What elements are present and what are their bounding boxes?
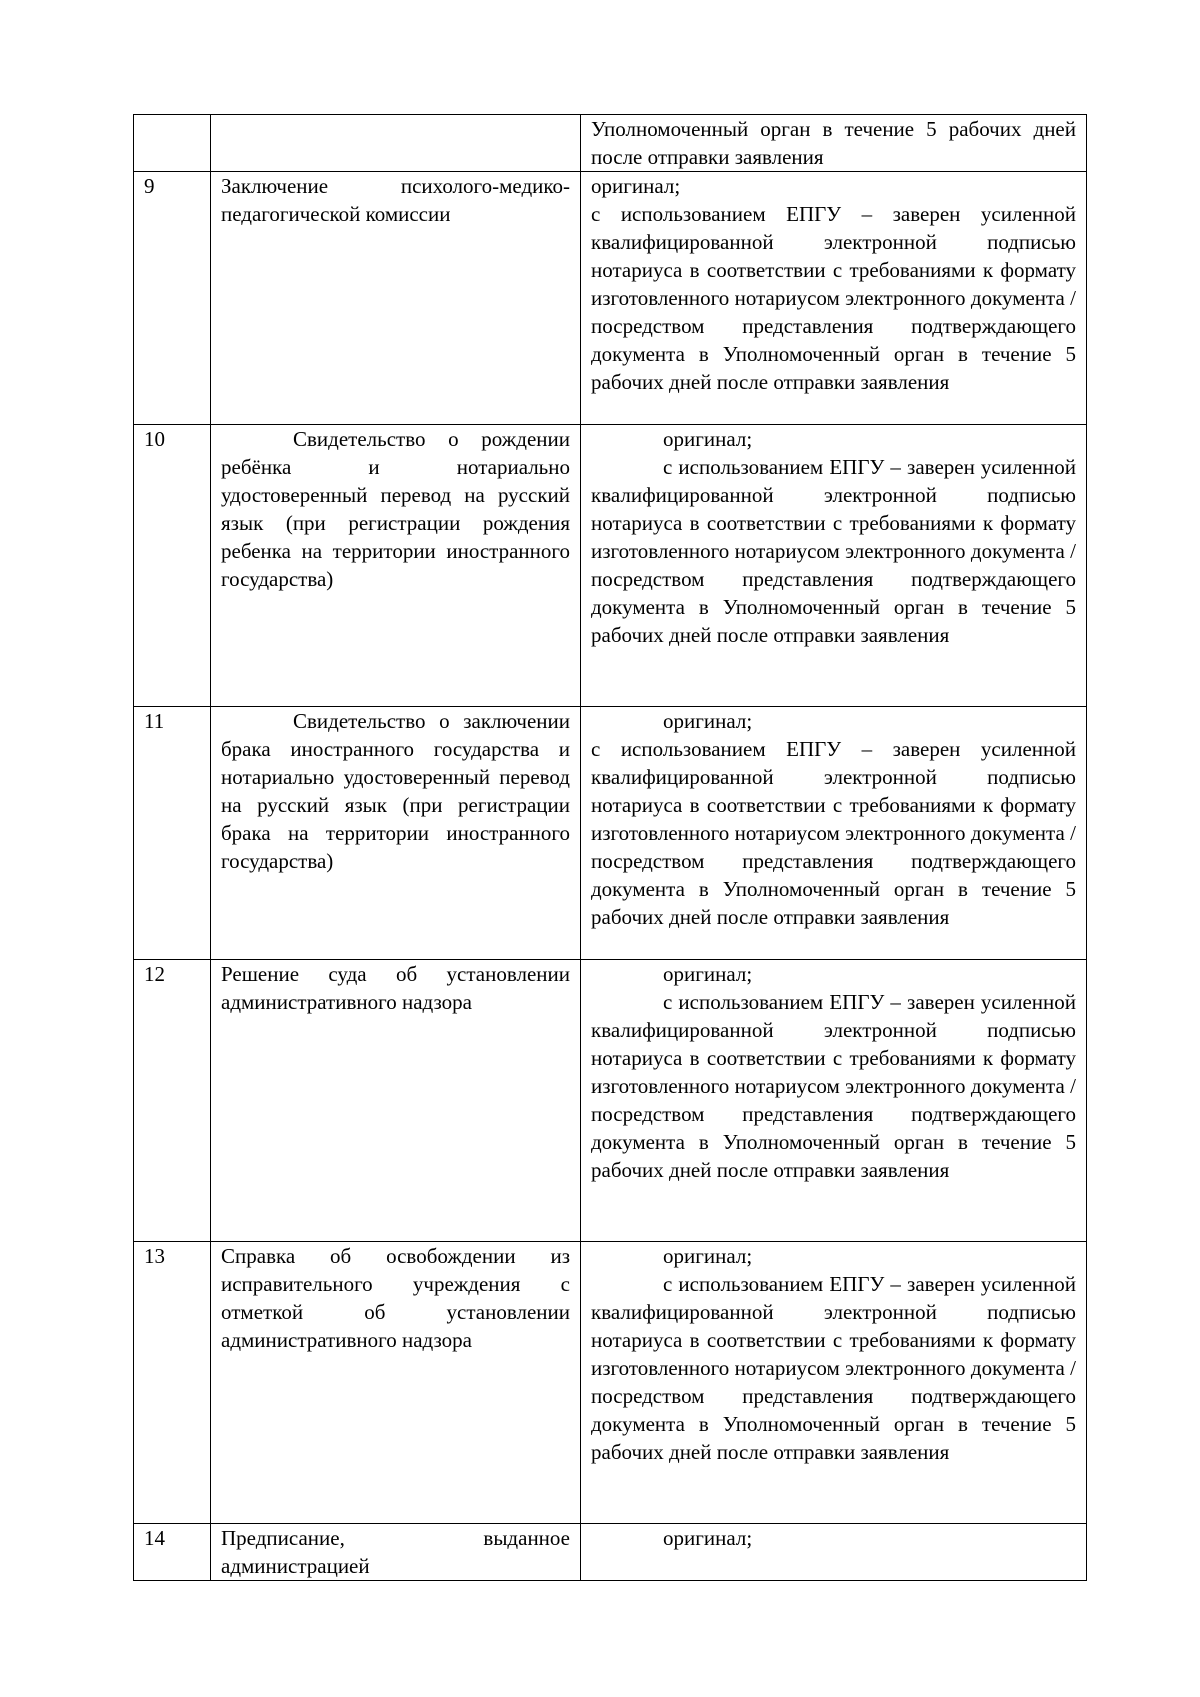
document-requirements <box>581 115 1087 172</box>
row-number <box>134 115 211 172</box>
table-row <box>134 1242 1087 1524</box>
document-name: Свидетельство о рождении ребёнка и нотариально удостоверенный перевод на русский язык (при регистрации рождения ребенка на территории иностранного государства) <box>211 425 581 707</box>
requirement-text: с использованием ЕПГУ – заверен усиленной квалифицированной электронной подписью нотариуса в соответствии с требованиями к формату изготовленного нотариусом электронного документа / посредством представления подтверждающего документа в Уполномоченный орган в течение 5 рабочих дней после отправки заявления <box>591 455 1076 647</box>
original-label: оригинал; <box>663 962 753 986</box>
original-label: оригинал; <box>591 174 681 198</box>
requirement-text: Уполномоченный орган в течение 5 рабочих дней после отправки заявления <box>591 117 1076 169</box>
table-row <box>134 172 1087 425</box>
requirement-text: с использованием ЕПГУ – заверен усиленной квалифицированной электронной подписью нотариуса в соответствии с требованиями к формату изготовленного нотариусом электронного документа / посредством представления подтверждающего документа в Уполномоченный орган в течение 5 рабочих дней после отправки заявления <box>591 202 1076 394</box>
row-number: 10 <box>134 425 211 707</box>
document-name: Предписание, выданное администрацией <box>211 1524 581 1581</box>
document-name: Справка об освобождении из исправительного учреждения с отметкой об установлении административного надзора <box>211 1242 581 1524</box>
row-number: 9 <box>134 172 211 425</box>
original-label: оригинал; <box>663 427 753 451</box>
row-number: 11 <box>134 707 211 960</box>
document-name <box>211 115 581 172</box>
document-requirements <box>581 1524 1087 1581</box>
document-requirements <box>581 425 1087 707</box>
table-row <box>134 1524 1087 1581</box>
requirement-text: с использованием ЕПГУ – заверен усиленной квалифицированной электронной подписью нотариуса в соответствии с требованиями к формату изготовленного нотариусом электронного документа / посредством представления подтверждающего документа в Уполномоченный орган в течение 5 рабочих дней после отправки заявления <box>591 1272 1076 1464</box>
original-label: оригинал; <box>663 1244 753 1268</box>
table-row <box>134 707 1087 960</box>
document-requirements <box>581 172 1087 425</box>
requirement-text: с использованием ЕПГУ – заверен усиленной квалифицированной электронной подписью нотариуса в соответствии с требованиями к формату изготовленного нотариусом электронного документа / посредством представления подтверждающего документа в Уполномоченный орган в течение 5 рабочих дней после отправки заявления <box>591 737 1076 929</box>
original-label: оригинал; <box>663 709 753 733</box>
requirement-text: с использованием ЕПГУ – заверен усиленной квалифицированной электронной подписью нотариуса в соответствии с требованиями к формату изготовленного нотариусом электронного документа / посредством представления подтверждающего документа в Уполномоченный орган в течение 5 рабочих дней после отправки заявления <box>591 990 1076 1182</box>
document-name: Решение суда об установлении административного надзора <box>211 960 581 1242</box>
table-row <box>134 425 1087 707</box>
row-number: 14 <box>134 1524 211 1581</box>
document-name: Свидетельство о заключении брака иностранного государства и нотариально удостоверенный перевод на русский язык (при регистрации брака на территории иностранного государства) <box>211 707 581 960</box>
documents-table <box>133 114 1087 1581</box>
document-requirements <box>581 960 1087 1242</box>
document-requirements <box>581 1242 1087 1524</box>
original-label: оригинал; <box>663 1526 753 1550</box>
table-row <box>134 960 1087 1242</box>
document-name: Заключение психолого-медико-педагогической комиссии <box>211 172 581 425</box>
row-number: 13 <box>134 1242 211 1524</box>
row-number: 12 <box>134 960 211 1242</box>
table-row <box>134 115 1087 172</box>
document-requirements <box>581 707 1087 960</box>
